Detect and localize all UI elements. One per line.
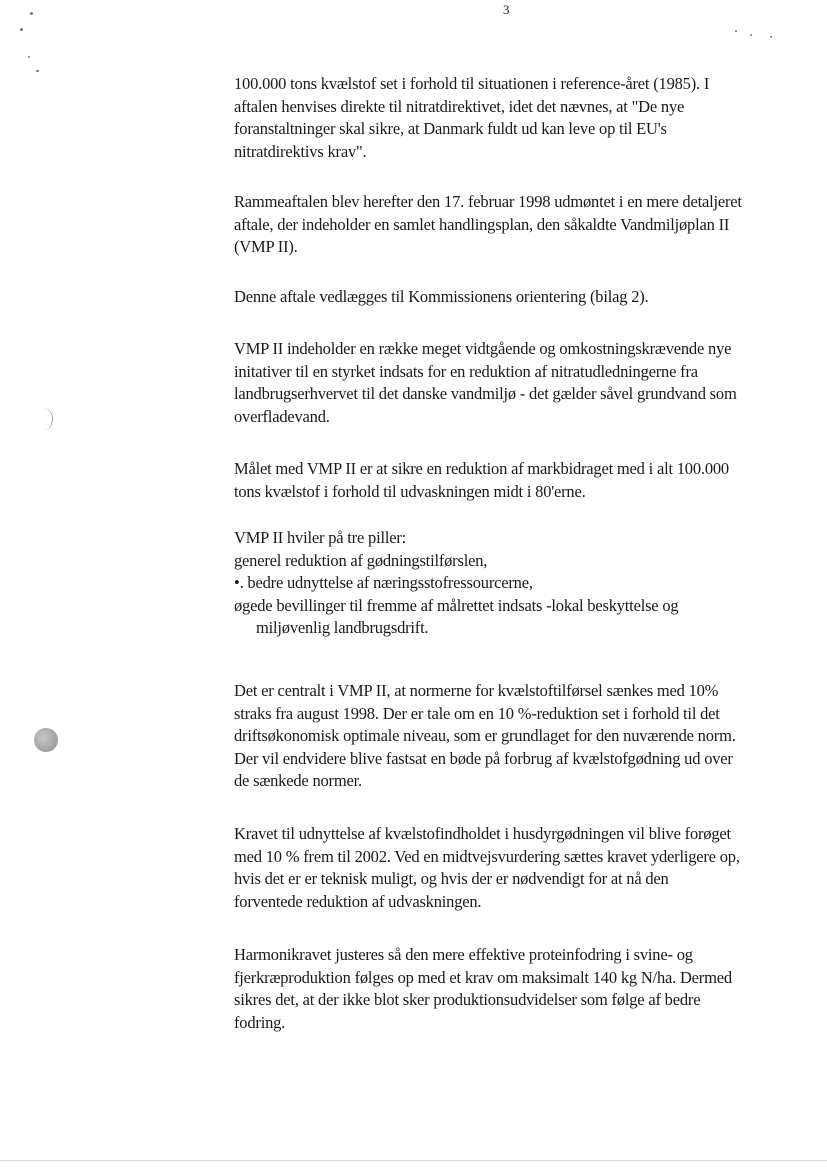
text-line: aftalen henvises direkte til nitratdirektivet, idet det nævnes, at "De nye (234, 96, 685, 116)
text-line: med 10 % frem til 2002. Ved en midtvejsvurdering sættes kravet yderligere op, (234, 846, 740, 866)
text-line: Rammeaftalen blev herefter den 17. februar 1998 udmøntet i en mere detaljeret (234, 192, 742, 211)
scan-speck (28, 56, 30, 58)
text-line: (VMP II). (234, 237, 298, 256)
list-item: •. bedre udnyttelse af næringsstofressourcerne, (234, 573, 533, 592)
text-line: de sænkede normer. (234, 771, 362, 790)
scan-speck (36, 70, 39, 72)
text-line: VMP II indeholder en række meget vidtgående og omkostningskrævende nye (234, 339, 732, 358)
text-line: nitratdirektivs krav". (234, 141, 367, 161)
paragraph-4 (234, 338, 774, 428)
list-item: øgede bevillinger til fremme af målrettet indsats -lokal beskyttelse og (234, 595, 679, 615)
text-line: Kravet til udnyttelse af kvælstofindholdet i husdyrgødningen vil blive forøget (234, 824, 731, 843)
paragraph-1 (234, 73, 774, 163)
text-line: tons kvælstof i forhold til udvaskningen midt i 80'erne. (234, 481, 586, 501)
list-item: generel reduktion af gødningstilførslen, (234, 550, 488, 570)
paragraph-8 (234, 823, 774, 913)
text-line: Der vil endvidere blive fastsat en bøde på forbrug af kvælstofgødning ud over (234, 748, 733, 768)
text-line: forventede reduktion af udvaskningen. (234, 891, 482, 911)
scan-speck (770, 36, 772, 38)
text-line: overfladevand. (234, 406, 330, 426)
page-number: 3 (503, 2, 510, 17)
scan-speck (735, 30, 737, 32)
text-line: aftale, der indeholder en samlet handlingsplan, den såkaldte Vandmiljøplan II (234, 214, 730, 234)
text-line: foranstaltninger skal sikre, at Danmark fuldt ud kan leve op til EU's (234, 119, 667, 138)
text-line: 100.000 tons kvælstof set i forhold til situationen i reference-året (1985). I (234, 74, 710, 93)
text-line: driftsøkonomisk optimale niveau, som er grundlaget for den nuværende norm. (234, 726, 736, 745)
punch-hole (34, 728, 58, 752)
text-line: VMP II hviler på tre piller: (234, 528, 407, 547)
scan-speck (20, 28, 23, 31)
scan-speck (750, 34, 752, 36)
text-line: fodring. (234, 1012, 286, 1032)
text-line: landbrugserhvervet til det danske vandmiljø - det gælder såvel grundvand som (234, 384, 737, 403)
paragraph-9 (234, 944, 774, 1034)
text-line: straks fra august 1998. Der er tale om en 10 %-reduktion set i forhold til det (234, 703, 720, 723)
text-line: Målet med VMP II er at sikre en reduktion af markbidraget med i alt 100.000 (234, 459, 729, 478)
text-line: fjerkræproduktion følges op med et krav om maksimalt 140 kg N/ha. Dermed (234, 967, 732, 987)
text-line: hvis det er er teknisk muligt, og hvis der er nødvendigt for at nå den (234, 869, 669, 888)
paragraph-7 (234, 680, 774, 793)
text-line: Harmonikravet justeres så den mere effektive proteinfodring i svine- og (234, 945, 693, 964)
text-line: Denne aftale vedlægges til Kommissionens orientering (bilag 2). (234, 287, 649, 306)
paragraph-3 (234, 286, 774, 309)
list-item-continuation: miljøvenlig landbrugsdrift. (256, 618, 429, 637)
scan-edge-line (0, 1160, 827, 1161)
paragraph-2 (234, 191, 774, 259)
text-line: sikres det, at der ikke blot sker produktionsudvidelser som følge af bedre (234, 990, 701, 1009)
punch-hole-mark (36, 408, 53, 430)
text-line: initativer til en styrket indsats for en reduktion af nitratudledningerne fra (234, 361, 698, 381)
text-line: Det er centralt i VMP II, at normerne for kvælstoftilførsel sænkes med 10% (234, 681, 719, 700)
paragraph-5 (234, 458, 774, 503)
scan-speck (30, 12, 33, 15)
paragraph-6-pillars (234, 527, 774, 640)
